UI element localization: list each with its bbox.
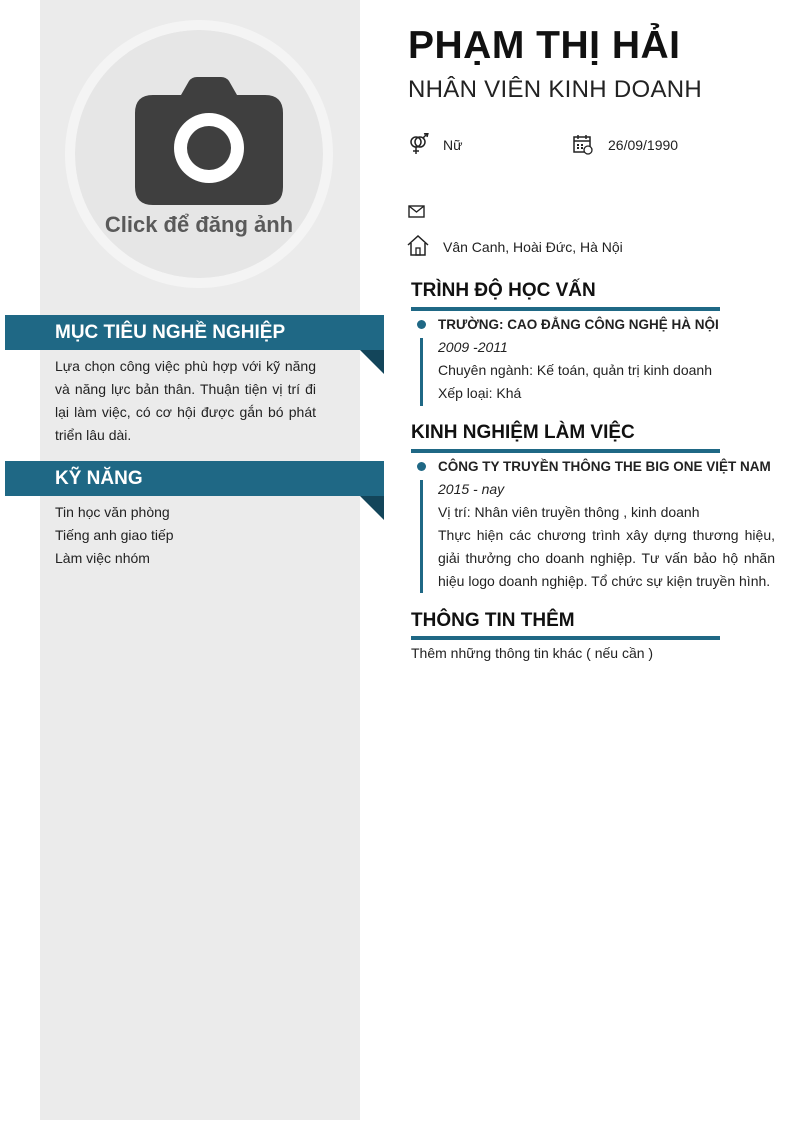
email-icon [408,205,426,219]
experience-period: 2015 - nay [438,481,505,497]
skills-list [55,501,316,570]
job-title: NHÂN VIÊN KINH DOANH [408,76,703,103]
education-entry [438,313,775,405]
education-heading: TRÌNH ĐỘ HỌC VẤN [411,280,596,301]
skill-item: Làm việc nhóm [55,550,150,566]
education-period: 2009 -2011 [438,339,508,355]
experience-description: Thực hiện các chương trình xây dựng thương hiệu, giải thưởng cho doanh nghiệp. Tư vấn bảo hộ nhãn hiệu logo doanh nghiệp. Tổ chức sự kiện truyền hình. [438,527,775,589]
camera-icon [135,75,283,205]
home-icon [407,235,429,257]
objective-heading-fold [360,350,384,374]
experience-position: Vị trí: Nhân viên truyền thông , kinh doanh [438,504,700,520]
school-name: TRƯỜNG: CAO ĐẲNG CÔNG NGHỆ HÀ NỘI [438,317,719,332]
education-bullet [417,320,426,329]
additional-text: Thêm những thông tin khác ( nếu cần ) [411,645,654,661]
additional-divider [411,636,720,640]
education-timeline [420,338,423,406]
skill-item: Tiếng anh giao tiếp [55,527,174,543]
experience-divider [411,449,720,453]
education-rank: Xếp loại: Khá [438,385,522,401]
additional-heading: THÔNG TIN THÊM [411,610,575,631]
calendar-icon [572,133,594,155]
profile-photo-upload[interactable] [65,20,333,288]
experience-bullet [417,462,426,471]
birthday-value: 26/09/1990 [608,137,679,153]
candidate-name: PHẠM THỊ HẢI [408,24,681,67]
address-value: Vân Canh, Hoài Đức, Hà Nội [443,239,623,255]
experience-heading: KINH NGHIỆM LÀM VIỆC [411,422,635,443]
gender-value: Nữ [443,137,463,153]
skills-heading: KỸ NĂNG [5,461,384,496]
experience-timeline [420,480,423,593]
skills-heading-fold [360,496,384,520]
objective-text: Lựa chọn công việc phù hợp với kỹ năng và năng lực bản thân. Thuận tiện vị trí đi lại làm việc, có cơ hội được gắn bó phát triển lâu dài. [55,358,316,443]
experience-entry [438,455,775,593]
photo-caption: Click để đăng ảnh [104,212,294,237]
gender-icon [407,133,429,155]
company-name: CÔNG TY TRUYỀN THÔNG THE BIG ONE VIỆT NAM [438,459,771,474]
education-divider [411,307,720,311]
objective-heading: MỤC TIÊU NGHỀ NGHIỆP [5,315,384,350]
skill-item: Tin học văn phòng [55,504,170,520]
education-major: Chuyên ngành: Kế toán, quản trị kinh doanh [438,362,712,378]
